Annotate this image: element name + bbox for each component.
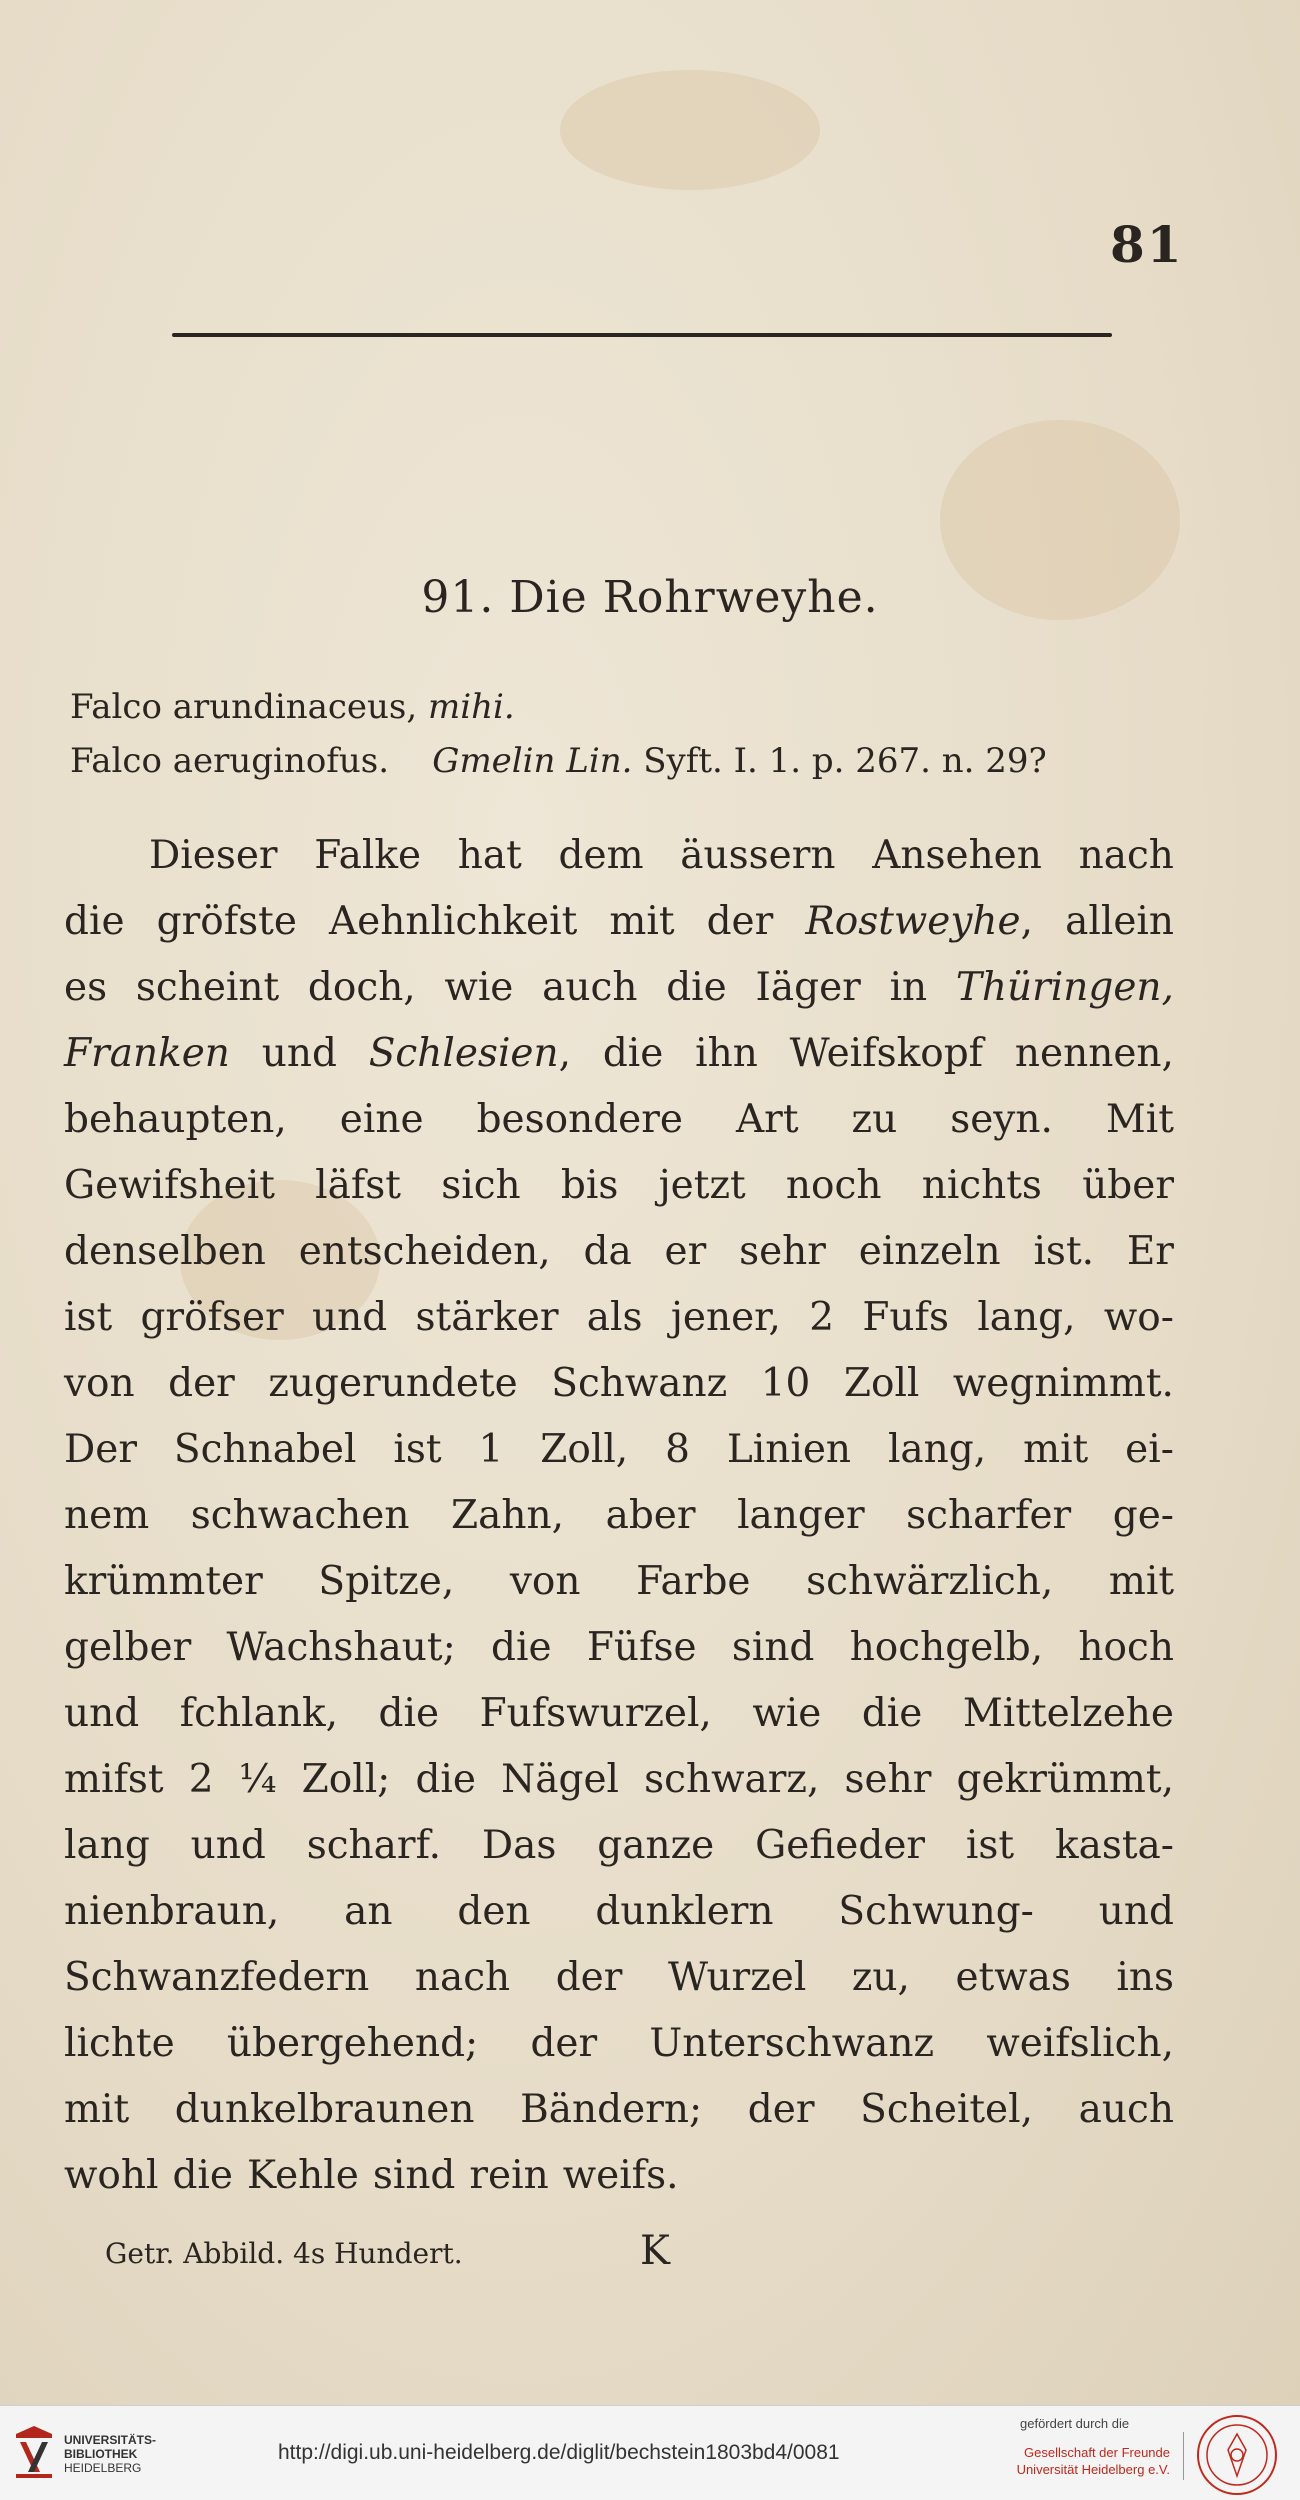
word: zugerundete bbox=[268, 1361, 518, 1406]
word: schwachen bbox=[190, 1493, 410, 1538]
word: 1 bbox=[478, 1427, 504, 1472]
word: Zoll, bbox=[540, 1427, 629, 1472]
word: die bbox=[861, 1691, 923, 1736]
word: ist bbox=[64, 1295, 113, 1340]
word: Der bbox=[64, 1427, 137, 1472]
word: an bbox=[344, 1889, 393, 1934]
word: ist bbox=[965, 1823, 1015, 1868]
sponsor-label: gefördert durch die bbox=[1020, 2416, 1130, 2431]
synonym-line bbox=[70, 734, 1180, 788]
word: übergehend; bbox=[226, 2021, 479, 2066]
word: Wurzel bbox=[667, 1955, 807, 2000]
word: dunklern bbox=[595, 1889, 774, 1934]
university-seal-icon bbox=[1196, 2414, 1278, 2496]
text-line bbox=[64, 1945, 1174, 2011]
word: auch bbox=[542, 965, 638, 1010]
word: sehr bbox=[844, 1757, 932, 1802]
word: da bbox=[583, 1229, 632, 1274]
word: jetzt bbox=[658, 1163, 746, 1208]
word: Aehnlichkeit bbox=[329, 899, 578, 944]
word: lang, bbox=[977, 1295, 1076, 1340]
text-line bbox=[64, 2077, 1174, 2143]
word: denselben bbox=[64, 1229, 266, 1274]
word: Iäger bbox=[755, 965, 861, 1010]
word: den bbox=[457, 1889, 531, 1934]
word: scharfer bbox=[906, 1493, 1072, 1538]
word: ins bbox=[1116, 1955, 1174, 2000]
word: schwärzlich, bbox=[806, 1559, 1054, 1604]
word: sind bbox=[372, 2153, 456, 2198]
word: aber bbox=[605, 1493, 696, 1538]
word: äussern bbox=[680, 833, 836, 878]
section-heading: 91. Die Rohrweyhe. bbox=[421, 572, 879, 623]
word: Mit bbox=[1105, 1097, 1174, 1142]
word: mit bbox=[1023, 1427, 1089, 1472]
word: 2 bbox=[188, 1757, 214, 1802]
word: die bbox=[172, 2153, 233, 2198]
synonym-list bbox=[70, 680, 1180, 788]
permalink-url[interactable]: http://digi.ub.uni-heidelberg.de/diglit/bechstein1803bd4/0081 bbox=[278, 2441, 840, 2464]
word: stärker bbox=[415, 1295, 559, 1340]
word: rein bbox=[469, 2153, 549, 2198]
word: ihn bbox=[695, 1031, 758, 1076]
word: hat bbox=[457, 833, 522, 878]
text-line bbox=[64, 955, 1174, 1021]
word: bis bbox=[560, 1163, 619, 1208]
word: Zoll; bbox=[301, 1757, 391, 1802]
word: Spitze, bbox=[318, 1559, 455, 1604]
word: Schlesien, bbox=[368, 1031, 572, 1076]
word: sind bbox=[731, 1625, 815, 1670]
word: lang, bbox=[887, 1427, 987, 1472]
word: die bbox=[666, 965, 727, 1010]
word: einzeln bbox=[858, 1229, 1001, 1274]
text-line bbox=[64, 1681, 1174, 1747]
word: die bbox=[415, 1757, 476, 1802]
word: Franken bbox=[64, 1031, 230, 1076]
word: gröfser bbox=[140, 1295, 284, 1340]
word: Schnabel bbox=[173, 1427, 357, 1472]
word: es bbox=[64, 965, 108, 1010]
word: wo- bbox=[1103, 1295, 1174, 1340]
word: krümmter bbox=[64, 1559, 263, 1604]
word: nach bbox=[1078, 833, 1174, 878]
word: jener, bbox=[670, 1295, 781, 1340]
word: seyn. bbox=[950, 1097, 1053, 1142]
text-line bbox=[64, 1219, 1174, 1285]
signature-letter: K bbox=[640, 2228, 670, 2274]
word: sich bbox=[441, 1163, 521, 1208]
text-line bbox=[64, 2143, 1174, 2209]
library-name: UNIVERSITÄTS- BIBLIOTHEK HEIDELBERG bbox=[64, 2433, 157, 2475]
word: Farbe bbox=[636, 1559, 751, 1604]
word: dunkelbraunen bbox=[174, 2087, 475, 2132]
text-line bbox=[64, 1549, 1174, 1615]
text-line bbox=[64, 1087, 1174, 1153]
word: Er bbox=[1126, 1229, 1174, 1274]
word: mifst bbox=[64, 1757, 164, 1802]
word: ist. bbox=[1033, 1229, 1095, 1274]
word: wegnimmt. bbox=[952, 1361, 1174, 1406]
word: Nägel bbox=[501, 1757, 620, 1802]
word: behaupten, bbox=[64, 1097, 287, 1142]
text-line bbox=[64, 2011, 1174, 2077]
synonym-name: Falco aeruginofus. bbox=[70, 741, 390, 781]
word: ge- bbox=[1112, 1493, 1174, 1538]
word: nichts bbox=[921, 1163, 1042, 1208]
word: nem bbox=[64, 1493, 150, 1538]
synonym-author: Gmelin Lin. bbox=[432, 741, 633, 781]
header-rule bbox=[172, 333, 1112, 337]
word: Gefieder bbox=[755, 1823, 926, 1868]
text-line bbox=[64, 1483, 1174, 1549]
word: Scheitel, bbox=[860, 2087, 1033, 2132]
word: die bbox=[491, 1625, 552, 1670]
word: läfst bbox=[315, 1163, 401, 1208]
word: Rostweyhe, bbox=[805, 899, 1034, 944]
word: in bbox=[889, 965, 928, 1010]
word: von bbox=[509, 1559, 581, 1604]
text-line bbox=[64, 1879, 1174, 1945]
university-library-logo-icon bbox=[12, 2424, 56, 2480]
word: Zoll bbox=[843, 1361, 920, 1406]
illustration-reference: Getr. Abbild. 4s Hundert. bbox=[105, 2237, 463, 2270]
synonym-reference: Syft. I. 1. p. 267. n. 29? bbox=[643, 741, 1047, 781]
synonym-author: mihi. bbox=[428, 687, 515, 727]
word: 10 bbox=[760, 1361, 811, 1406]
word: schwarz, bbox=[644, 1757, 820, 1802]
text-line bbox=[64, 1417, 1174, 1483]
word: die bbox=[64, 899, 125, 944]
word: Wachshaut; bbox=[226, 1625, 456, 1670]
word: der bbox=[555, 1955, 623, 2000]
word: Unterschwanz bbox=[649, 2021, 935, 2066]
word: Art bbox=[736, 1097, 799, 1142]
word: Dieser bbox=[149, 833, 278, 878]
word: zu bbox=[851, 1097, 898, 1142]
word: der bbox=[706, 899, 774, 944]
word: lichte bbox=[64, 2021, 175, 2066]
word: wie bbox=[752, 1691, 822, 1736]
word: auch bbox=[1078, 2087, 1174, 2132]
text-line bbox=[64, 1153, 1174, 1219]
word: Schwung- bbox=[838, 1889, 1034, 1934]
word: entscheiden, bbox=[298, 1229, 551, 1274]
word: und bbox=[312, 1295, 388, 1340]
word: mit bbox=[64, 2087, 130, 2132]
word: noch bbox=[785, 1163, 882, 1208]
word: mit bbox=[609, 899, 675, 944]
word: scheint bbox=[135, 965, 280, 1010]
word: Das bbox=[481, 1823, 557, 1868]
synonym-name: Falco arundinaceus, bbox=[70, 687, 418, 727]
word: Ansehen bbox=[872, 833, 1042, 878]
paper-stain bbox=[560, 70, 820, 190]
word: nach bbox=[414, 1955, 511, 2000]
word: etwas bbox=[955, 1955, 1071, 2000]
text-line bbox=[64, 1285, 1174, 1351]
text-line bbox=[64, 823, 1174, 889]
body-text bbox=[64, 823, 1174, 2209]
word: langer bbox=[737, 1493, 865, 1538]
word: eine bbox=[339, 1097, 424, 1142]
word: Füfse bbox=[586, 1625, 697, 1670]
word: der bbox=[530, 2021, 598, 2066]
word: die bbox=[378, 1691, 440, 1736]
word: ganze bbox=[597, 1823, 715, 1868]
word: nennen, bbox=[1014, 1031, 1174, 1076]
word: Mittelzehe bbox=[962, 1691, 1174, 1736]
text-line bbox=[64, 1747, 1174, 1813]
word: Kehle bbox=[246, 2153, 359, 2198]
word: scharf. bbox=[306, 1823, 442, 1868]
word: gröfste bbox=[156, 899, 297, 944]
word: und bbox=[64, 1691, 140, 1736]
word: Schwanz bbox=[551, 1361, 728, 1406]
word: allein bbox=[1065, 899, 1174, 944]
word: Linien bbox=[726, 1427, 852, 1472]
text-line bbox=[64, 1021, 1174, 1087]
word: wie bbox=[444, 965, 514, 1010]
text-line bbox=[64, 1351, 1174, 1417]
word: 2 bbox=[809, 1295, 835, 1340]
word: die bbox=[602, 1031, 664, 1076]
page-number: 81 bbox=[1110, 215, 1184, 274]
word: Gewifsheit bbox=[64, 1163, 275, 1208]
word: fchlank, bbox=[179, 1691, 338, 1736]
word: kasta- bbox=[1054, 1823, 1174, 1868]
word: Weifskopf bbox=[789, 1031, 984, 1076]
word: Bändern; bbox=[520, 2087, 703, 2132]
word: und bbox=[1098, 1889, 1174, 1934]
word: ¼ bbox=[238, 1757, 277, 1802]
footer-divider bbox=[1183, 2432, 1184, 2480]
word: lang bbox=[64, 1823, 150, 1868]
word: hoch bbox=[1078, 1625, 1174, 1670]
word: Fufs bbox=[862, 1295, 950, 1340]
word: hochgelb, bbox=[849, 1625, 1044, 1670]
word: als bbox=[586, 1295, 643, 1340]
word: über bbox=[1082, 1163, 1174, 1208]
text-line bbox=[64, 1813, 1174, 1879]
word: von bbox=[64, 1361, 135, 1406]
text-line bbox=[64, 889, 1174, 955]
word: Thüringen, bbox=[955, 965, 1174, 1010]
word: der bbox=[747, 2087, 815, 2132]
word: doch, bbox=[307, 965, 416, 1010]
word: Zahn, bbox=[451, 1493, 565, 1538]
word: weifs. bbox=[562, 2153, 679, 2198]
word: weifslich, bbox=[986, 2021, 1174, 2066]
word: nienbraun, bbox=[64, 1889, 280, 1934]
word: zu, bbox=[851, 1955, 910, 2000]
word: und bbox=[261, 1031, 337, 1076]
repository-footer bbox=[0, 2405, 1300, 2500]
word: mit bbox=[1108, 1559, 1174, 1604]
word: er bbox=[664, 1229, 707, 1274]
word: sehr bbox=[739, 1229, 826, 1274]
word: und bbox=[190, 1823, 266, 1868]
word: ist bbox=[393, 1427, 442, 1472]
word: besondere bbox=[476, 1097, 683, 1142]
word: Falke bbox=[314, 833, 422, 878]
word: dem bbox=[558, 833, 644, 878]
synonym-line bbox=[70, 680, 1180, 734]
word: der bbox=[168, 1361, 235, 1406]
word: Schwanzfedern bbox=[64, 1955, 370, 2000]
word: ei- bbox=[1125, 1427, 1174, 1472]
word: gelber bbox=[64, 1625, 192, 1670]
word: Fufswurzel, bbox=[479, 1691, 712, 1736]
text-line bbox=[64, 1615, 1174, 1681]
sponsor-name: Gesellschaft der Freunde Universität Heidelberg e.V. bbox=[1016, 2445, 1170, 2477]
word: gekrümmt, bbox=[956, 1757, 1174, 1802]
word: 8 bbox=[665, 1427, 690, 1472]
word: wohl bbox=[64, 2153, 159, 2198]
